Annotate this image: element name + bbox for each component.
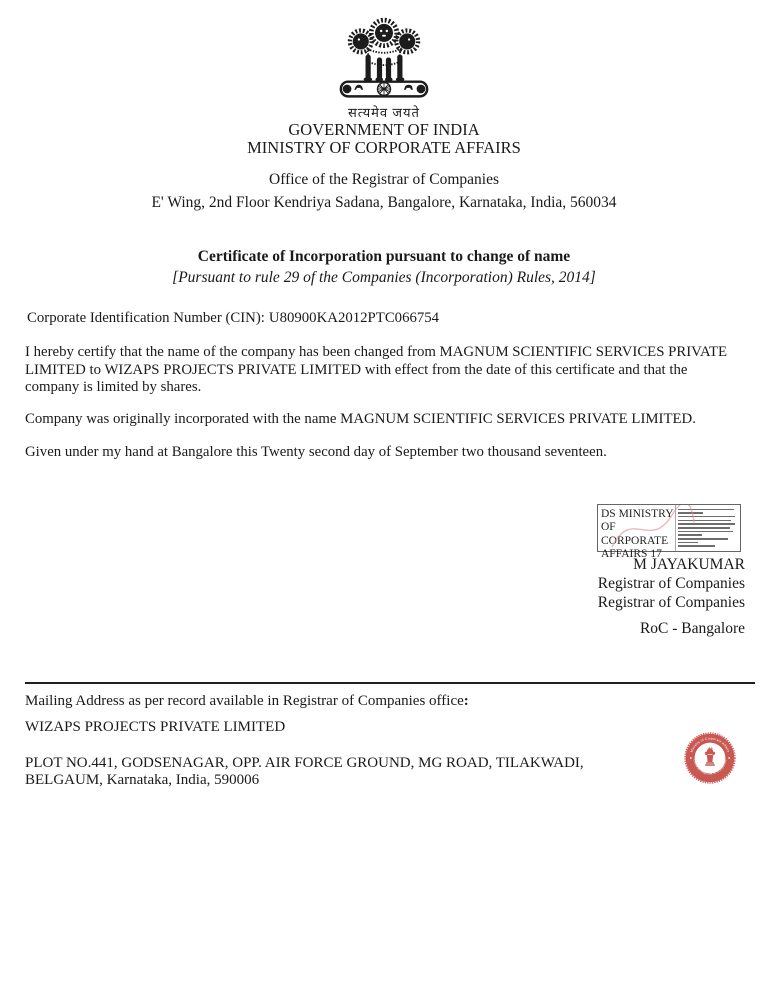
registrar-designation-1: Registrar of Companies [597,574,745,592]
mailing-address-label-text: Mailing Address as per record available in Registrar of Companies office [25,692,464,709]
mailing-address-label [25,692,745,711]
stamp-fineprint [675,505,740,551]
footer-divider [25,682,755,684]
mailing-address-section [25,692,745,790]
roc-location: RoC - Bangalore [639,619,745,637]
fineprint-line [678,512,703,514]
given-under-hand-paragraph: Given under my hand at Bangalore this Twenty second day of September two thousand seventeen. [25,444,607,460]
fineprint-line [678,509,734,511]
office-name: Office of the Registrar of Companies [269,171,499,188]
company-address [25,755,665,790]
cin-value: U80900KA2012PTC066754 [268,310,440,326]
fineprint-line [678,520,731,522]
certificate-title: Certificate of Incorporation pursuant to change of name [197,248,571,265]
fineprint-line [678,527,730,529]
certificate-title-block [0,247,768,287]
certificate-subtitle: [Pursuant to rule 29 of the Companies (Incorporation) Rules, 2014] [172,269,596,286]
certify-paragraph: I hereby certify that the name of the company has been changed from MAGNUM SCIENTIFIC SERVICES PRIVATE LIMITED to WIZAPS PROJECTS PRIVATE LIMITED with effect from the date of this certificate and that the company is limited by shares. [25,344,728,395]
company-address-line-1: PLOT NO.441, GODSENAGAR, OPP. AIR FORCE GROUND, MG ROAD, TILAKWADI, [25,754,584,771]
fineprint-line [678,538,728,540]
fineprint-line [678,523,735,525]
fineprint-line [678,516,735,518]
stamp-signer-name: DS MINISTRY OF CORPORATE AFFAIRS 17 [601,507,674,560]
mca-seal-icon [684,732,736,784]
office-address: E' Wing, 2nd Floor Kendriya Sadana, Bangalore, Karnataka, India, 560034 [151,193,617,211]
ashoka-emblem-icon [328,13,440,103]
fineprint-line [678,534,702,536]
signature-area [0,504,745,639]
seal-arc-text-bottom: Office of Registrar of Companies [692,758,728,776]
mailing-address-colon: : [463,692,469,709]
fineprint-line [678,545,715,547]
fineprint-line [678,531,733,533]
original-name-paragraph: Company was originally incorporated with the name MAGNUM SCIENTIFIC SERVICES PRIVATE LIMITED. [25,410,696,427]
registrar-office-block [0,169,768,214]
certificate-body [25,309,745,462]
ministry-heading: MINISTRY OF CORPORATE AFFAIRS [247,138,521,157]
seal-arc-text-top: Ministry of Corporate Affairs [689,736,731,753]
government-of-india-heading: GOVERNMENT OF INDIA [288,120,480,139]
fineprint-line [678,542,698,544]
company-name: WIZAPS PROJECTS PRIVATE LIMITED [25,718,286,735]
national-emblem-section [0,0,768,157]
mca-red-seal [684,732,736,784]
satyameva-jayate-text: सत्यमेव जयते [348,105,420,120]
registrar-designation-2: Registrar of Companies [597,594,745,611]
company-address-line-2: BELGAUM, Karnataka, India, 590006 [25,772,260,788]
registrar-name: M JAYAKUMAR [633,555,745,573]
cin-label: Corporate Identification Number (CIN): [27,310,265,326]
cin-line [25,309,745,327]
digital-signature-stamp [597,504,741,560]
